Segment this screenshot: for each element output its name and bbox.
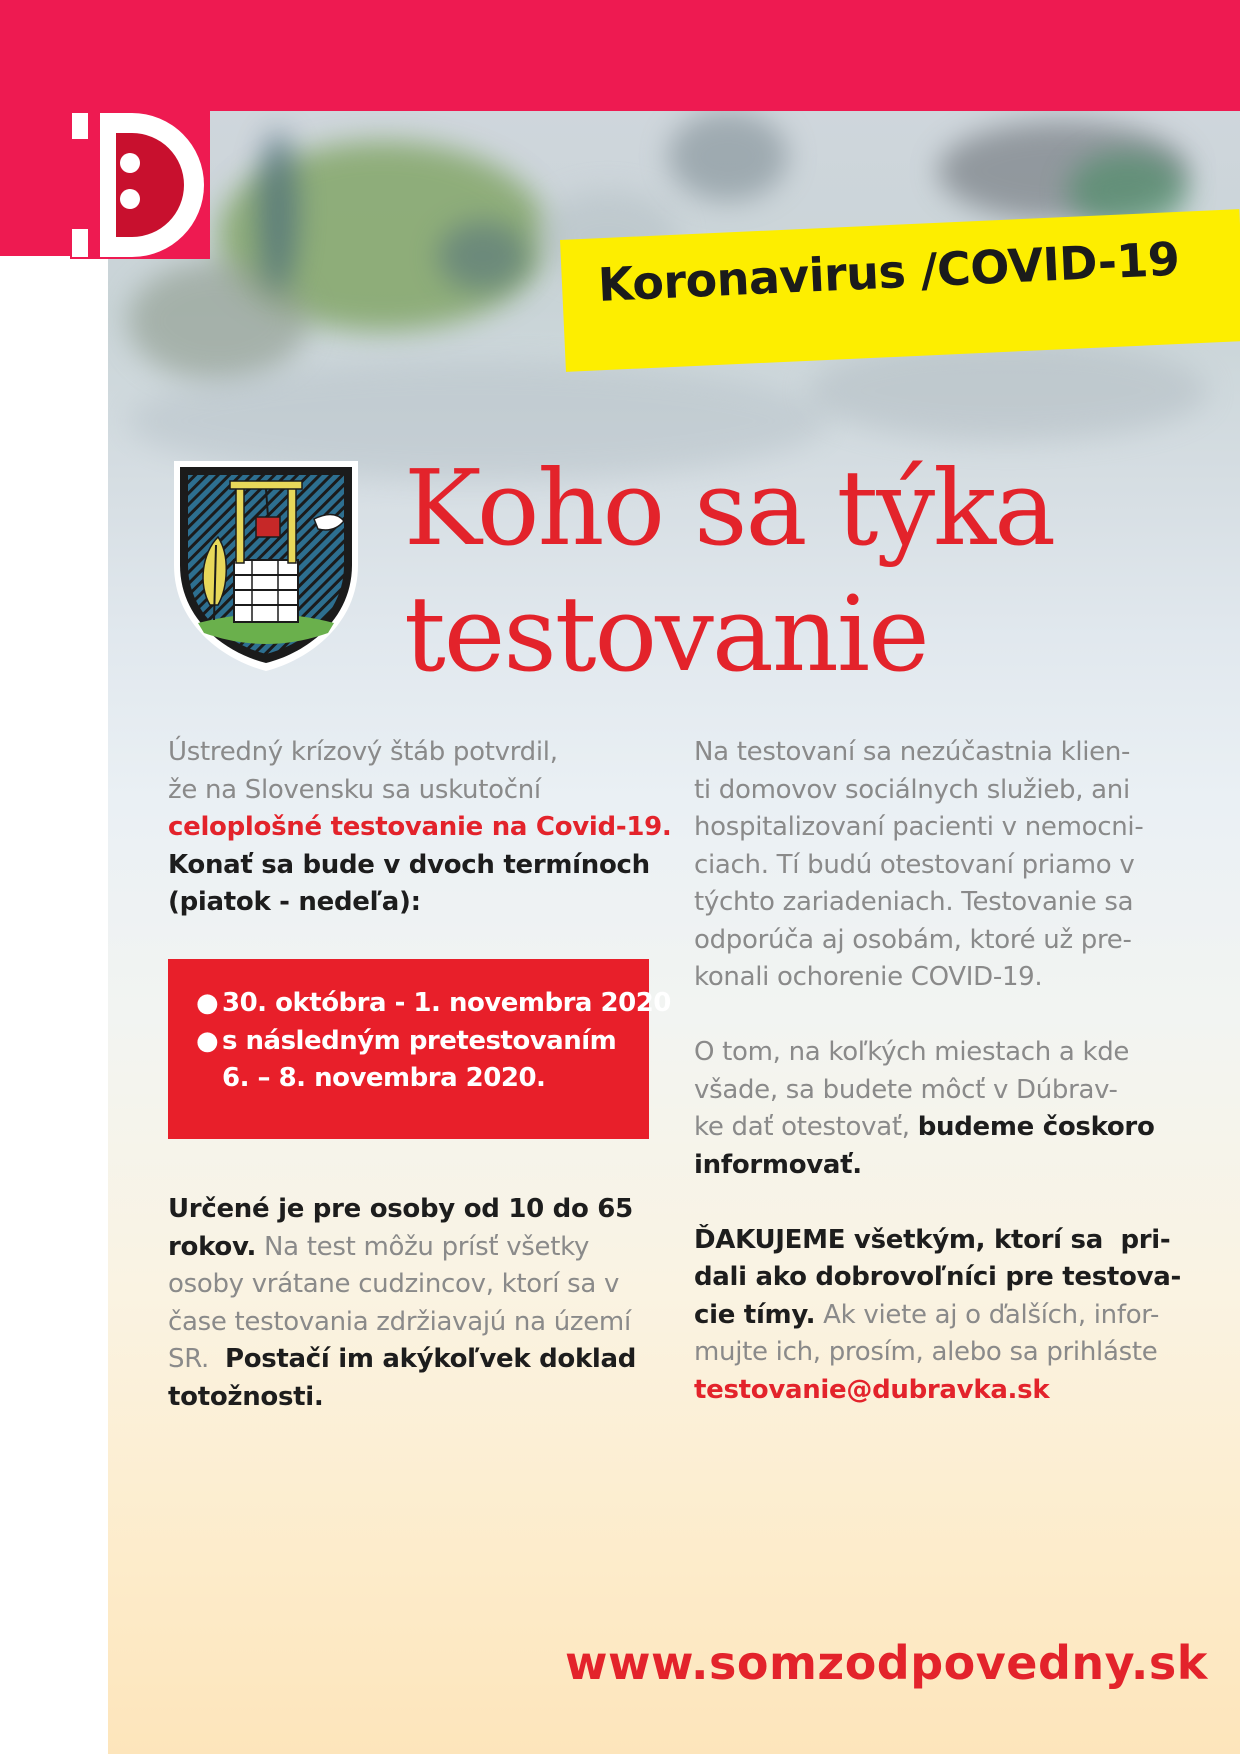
intro-line: Ústredný krízový štáb potvrdil, (168, 737, 558, 767)
covid-banner-title: Koronavirus /COVID-19 (596, 231, 1181, 312)
dates-box (168, 959, 671, 1139)
bullet-icon: ● (196, 988, 219, 1018)
date-item: ● 30. októbra - 1. novembra 2020 (196, 985, 649, 1023)
eligibility-line: rokov. Na test môžu prísť všetky (168, 1231, 590, 1262)
left-column (168, 734, 688, 922)
eligibility-line: SR. Postačí im akýkoľvek doklad (168, 1344, 637, 1374)
heading-line-2: testovanie (404, 573, 928, 695)
right-column (694, 734, 1204, 1409)
bullet-icon: ● (196, 1025, 219, 1056)
exclusions-paragraph: Na testovaní sa nezúčastnia klien- ti domovov sociálnych služieb, ani hospitalizovaní pacienti v nemocni- ciach. Tí budú otestovaní priamo v týchto zariadeniach. Testovanie sa odporúča aj osobám, ktoré už pre- konali ochorenie COVID-19. (694, 737, 1144, 992)
dubravka-logo (70, 111, 210, 259)
terms-line: (piatok - nedeľa): (168, 887, 421, 917)
website-link[interactable]: www.somzodpovedny.sk (565, 1636, 1208, 1690)
locations-paragraph: O tom, na koľkých miestach a kde všade, sa budete môcť v Dúbrav- ke dať otestovať, budeme čoskoro informovať. (694, 1037, 1155, 1180)
intro-paragraph (168, 734, 688, 922)
date-item: ● s následným pretestovaním 6. – 8. novembra 2020. (196, 1023, 649, 1098)
dates-list (168, 959, 671, 1098)
terms-line: Konať sa bude v dvoch termínoch (168, 849, 650, 880)
left-margin-strip (0, 256, 108, 1754)
eligibility-line: čase testovania zdržiavajú na území (168, 1306, 631, 1337)
eligibility-line: totožnosti. (168, 1381, 324, 1412)
thanks-paragraph: ĎAKUJEME všetkým, ktorí sa pri- dali ako dobrovoľníci pre testova- cie tímy. Ak viete aj o ďalších, infor- mujte ich, prosím, alebo sa prihláste testovanie@dubravka.sk (694, 1222, 1204, 1410)
top-brand-band (0, 0, 1240, 111)
dubravka-coat-of-arms (168, 455, 364, 675)
testing-highlight: celoplošné testovanie na Covid-19. (168, 812, 672, 842)
eligibility-paragraph (168, 1191, 688, 1416)
heading-line-1: Koho sa týka (404, 447, 1055, 569)
page-heading (404, 445, 1204, 697)
intro-line: že na Slovensku sa uskutoční (168, 774, 541, 805)
eligibility-line: osoby vrátane cudzincov, ktorí sa v (168, 1269, 620, 1299)
eligibility-line: Určené je pre osoby od 10 do 65 (168, 1194, 633, 1224)
email-link[interactable]: testovanie@dubravka.sk (694, 1374, 1050, 1405)
